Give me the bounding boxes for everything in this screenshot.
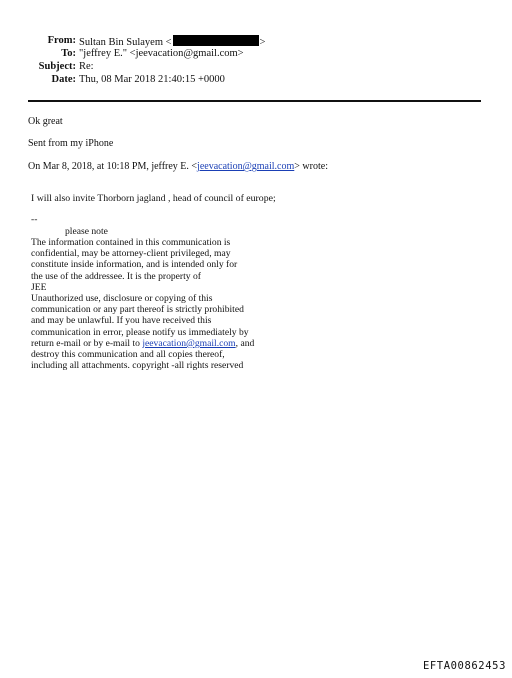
disclaimer-line: including all attachments. copyright -all rights reserved <box>31 360 244 372</box>
disclaimer-line: communication or any part thereof is strictly prohibited <box>31 304 244 316</box>
disclaimer-line: Unauthorized use, disclosure or copying of this <box>31 293 213 305</box>
header-to <box>0 48 400 62</box>
disclaimer-line: the use of the addressee. It is the property of <box>31 270 201 282</box>
disclaimer-line: and may be unlawful. If you have received this <box>31 315 212 327</box>
signature-text: Sent from my iPhone <box>28 138 114 149</box>
disclaimer-line: constitute inside information, and is intended only for <box>31 259 238 271</box>
quote-header: On Mar 8, 2018, at 10:18 PM, jeffrey E. <jeevacation@gmail.com> wrote: <box>28 161 328 172</box>
redaction-block <box>173 35 259 46</box>
disclaimer-block <box>31 237 254 371</box>
disclaimer-line: destroy this communication and all copies thereof, <box>31 349 225 361</box>
header-subject <box>0 61 400 75</box>
please-note-text: please note <box>65 226 108 237</box>
invite-text: I will also invite Thorborn jagland , head of council of europe; <box>31 193 276 204</box>
subject-value: Re: <box>79 61 94 72</box>
return-email-link[interactable]: jeevacation@gmail.com <box>142 337 236 349</box>
header-divider <box>28 100 481 102</box>
to-label: To: <box>61 48 76 59</box>
date-label: Date: <box>51 74 76 85</box>
disclaimer-line: confidential, may be attorney-client privileged, may <box>31 248 231 260</box>
header-date <box>0 74 400 88</box>
dash-separator: -- <box>31 214 38 225</box>
header-from <box>0 35 400 49</box>
to-value: "jeffrey E." <jeevacation@gmail.com> <box>79 48 244 59</box>
from-value: Sultan Bin Sulayem < > <box>79 37 266 48</box>
disclaimer-line: JEE <box>31 281 47 293</box>
disclaimer-line: return e-mail or by e-mail to jeevacation@gmail.com, and <box>31 337 255 349</box>
document-id: EFTA00862453 <box>422 660 506 672</box>
disclaimer-line: communication in error, please notify us immediately by <box>31 326 249 338</box>
reply-text: Ok great <box>28 116 63 127</box>
subject-label: Subject: <box>38 61 76 72</box>
from-label: From: <box>47 35 76 46</box>
date-value: Thu, 08 Mar 2018 21:40:15 +0000 <box>79 74 225 85</box>
disclaimer-line: The information contained in this communication is <box>31 237 231 248</box>
quote-email-link[interactable]: jeevacation@gmail.com <box>197 161 295 172</box>
